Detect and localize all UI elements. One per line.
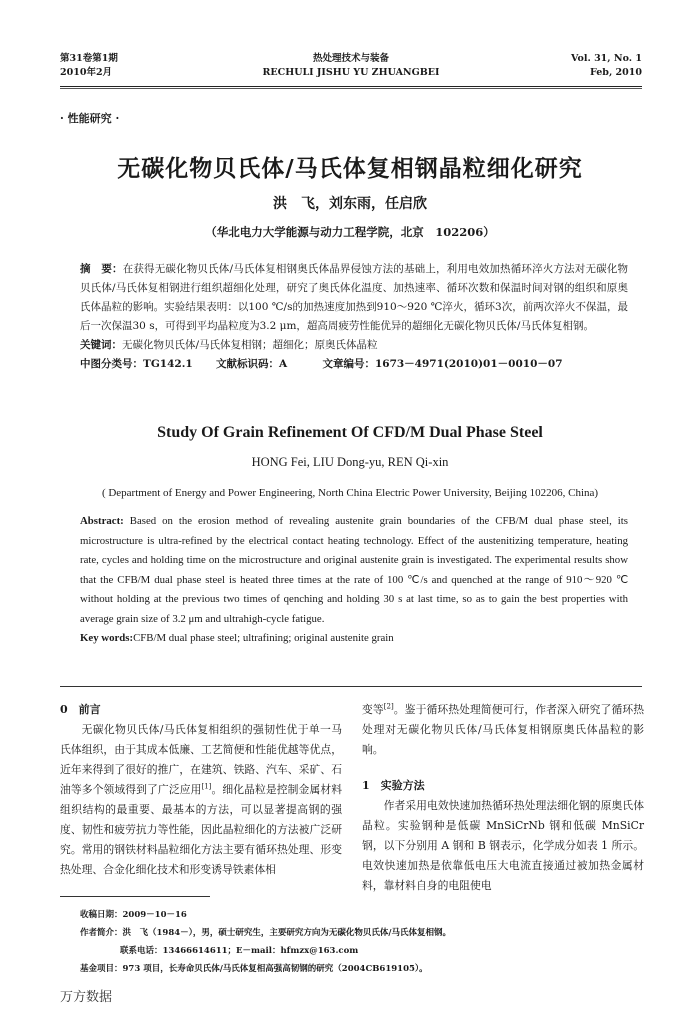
title-cn: 无碳化物贝氏体/马氏体复相钢晶粒细化研究 (117, 156, 583, 182)
running-header (60, 52, 642, 86)
journal-name-cn: 热处理技术与装备 (312, 53, 389, 64)
volume-issue-en: Vol. 31, No. 1 (571, 53, 642, 64)
abstract-en (80, 512, 628, 649)
articleno-label: 文章编号： (322, 358, 375, 370)
abstract-cn-body (80, 260, 628, 336)
citation-1: [1] (201, 781, 212, 791)
volume-issue-cn: 第31卷第1期 (60, 53, 118, 64)
body-column-right (362, 700, 644, 896)
continued-text-a: 变等 (362, 703, 384, 716)
abstract-en-body (80, 512, 628, 629)
keywords-en-label: Key words: (80, 632, 134, 644)
keywords-en (80, 629, 628, 649)
footnotes (80, 906, 640, 978)
body-column-left (60, 700, 342, 880)
abstract-cn (80, 260, 628, 374)
abstract-separator (60, 686, 642, 687)
clc-label: 中图分类号： (80, 358, 143, 370)
section-0-paragraph (60, 720, 342, 880)
date-cn: 2010年2月 (60, 67, 113, 78)
header-rule-thin (60, 88, 642, 89)
footnote-contact: 联系电话：13466614611；E－mail：hfmzx@163.com (120, 946, 359, 956)
clc-value: TG142.1 (143, 358, 193, 370)
authors-cn: 洪 飞，刘东雨，任启欣 (273, 196, 427, 212)
date-en: Feb, 2010 (590, 67, 642, 78)
section-0-text-b: 。细化晶粒是控制金属材料组织结构的最重要、最基本的方法，可以显著提高钢的强度、韧性和疲劳抗力等性能，因此晶粒细化的方法被广泛研究。常用的钢铁材料晶粒细化方法主要有循环热处理、形变热处理、合金化细化技术和形变诱导铁素体相 (60, 783, 343, 876)
watermark: 万方数据 (60, 990, 113, 1005)
footnote-funding: 基金项目：973 项目，长寿命贝氏体/马氏体复相高强高韧钢的研究（2004CB619105）。 (80, 964, 428, 974)
section-1-heading: 1 实验方法 (362, 779, 425, 792)
doccode-value: A (278, 358, 288, 370)
keywords-cn-text: 无碳化物贝氏体/马氏体复相钢；超细化；原奥氏体晶粒 (122, 339, 378, 351)
doccode-label: 文献标识码： (215, 358, 279, 370)
articleno-value: 1673－4971(2010)01－0010－07 (374, 358, 563, 370)
title-en: Study Of Grain Refinement Of CFD/M Dual Phase Steel (157, 424, 543, 441)
header-center (60, 52, 642, 80)
authors-en: HONG Fei, LIU Dong-yu, REN Qi-xin (251, 455, 449, 469)
section-1-paragraph: 作者采用电效快速加热循环热处理法细化钢的原奥氏体晶粒。实验钢种是低碳 MnSiCrNb 钢和低碳 MnSiCr 钢，以下分别用 A 钢和 B 钢表示，化学成分如表 1 所示。电效快速加热是依靠低电压大电流直接通过被加热金属材料，靠材料自身的电阻使电 (362, 799, 644, 892)
footnote-rule (60, 896, 210, 897)
classification-line (80, 355, 628, 374)
citation-2: [2] (383, 701, 394, 711)
footnote-received: 收稿日期：2009－10－16 (80, 910, 187, 920)
keywords-cn-label: 关键词： (80, 339, 122, 351)
abstract-en-text: Based on the erosion method of revealing austenite grain boundaries of the CFB/M dual phase steel, its microstructure is ultra-refined by the electrical contact heating technology. Effect of the austenitizing temperature, heating rate, cycles and holding time on the microstructure and original austenite grain is investigated. The experimental results show that the CFB/M dual phase steel is heated three times at the rate of 100 ℃/s and quenched at the range of 910～920 ℃ without holding at the previous two times of qenching and holding 30 s at last time, so as to gain the best properties with average grain size of 3.2 μm and ultrahigh-cycle fatigue. (80, 515, 628, 625)
affiliation-cn: （华北电力大学能源与动力工程学院，北京 102206） (205, 225, 495, 239)
affiliation-en: ( Department of Energy and Power Engineering, North China Electric Power University, Beijing 102206, China) (101, 487, 599, 499)
footnote-author-bio: 作者简介：洪 飞（1984－），男，硕士研究生，主要研究方向为无碳化物贝氏体/马氏体复相钢。 (80, 928, 452, 938)
abstract-en-label: Abstract: (80, 515, 124, 527)
section-0-text-a: 无碳化物贝氏体/马氏体复相组织的强韧性优于单一马氏体组织，由于其成本低廉、工艺简便和性能优越等优点，近年来得到了很好的推广，在建筑、铁路、汽车、采矿、石油等多个领域得到了广泛应用 (60, 723, 342, 796)
continued-paragraph (362, 700, 644, 760)
journal-name-pinyin: RECHULI JISHU YU ZHUANGBEI (262, 67, 440, 78)
section-0-heading: 0 前言 (60, 703, 101, 716)
section-tag: · 性能研究 · (60, 112, 120, 125)
section-gap (362, 760, 644, 776)
header-right (571, 52, 642, 80)
abstract-cn-text: 在获得无碳化物贝氏体/马氏体复相钢奥氏体晶界侵蚀方法的基础上，利用电效加热循环淬火方法对无碳化物贝氏体/马氏体复相钢进行组织超细化处理，研究了奥氏体化温度、加热速率、循环次数和保温时间对钢的组织和原奥氏体晶粒的影响。实验结果表明：以100 ℃/s的加热速度加热到910～920 ℃淬火，循环3次，前两次淬火不保温，最后一次保温30 s，可得到平均晶粒度为3.2 μm，超高周疲劳性能优异的超细化无碳化物贝氏体/马氏体复相钢。 (80, 263, 628, 332)
header-rule (60, 86, 642, 87)
keywords-en-text: CFB/M dual phase steel; ultrafining; original austenite grain (133, 632, 394, 644)
abstract-cn-label: 摘 要： (80, 263, 123, 275)
keywords-cn (80, 336, 628, 355)
continued-text-b: 。鉴于循环热处理简便可行，作者深入研究了循环热处理对无碳化物贝氏体/马氏体复相钢原奥氏体晶粒的影响。 (362, 703, 644, 756)
